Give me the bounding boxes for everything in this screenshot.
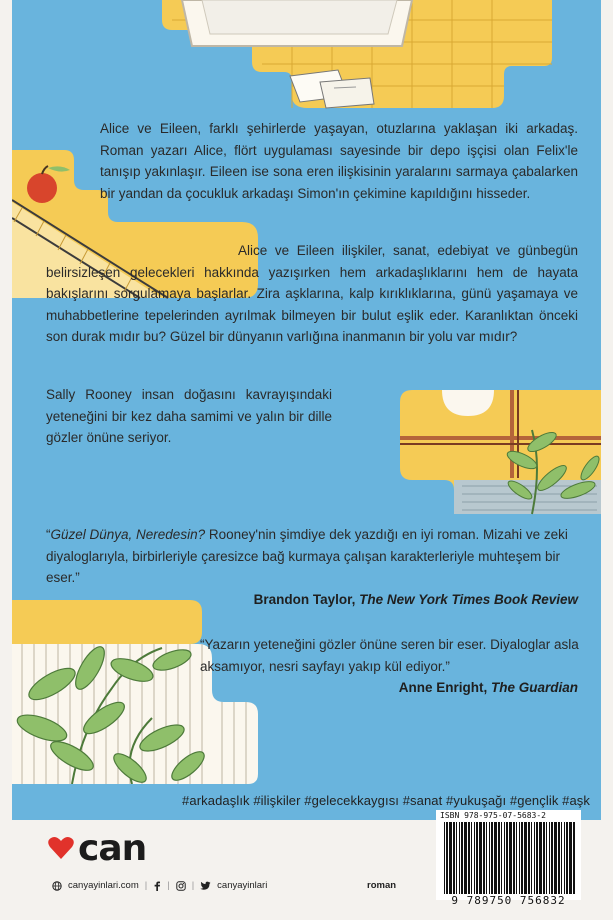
- barcode-bar: [494, 822, 497, 894]
- barcode-bar: [543, 822, 545, 894]
- barcode-bar: [509, 822, 512, 894]
- barcode-bar: [524, 822, 527, 894]
- barcode-bar: [554, 822, 557, 894]
- barcode-bar: [516, 822, 517, 894]
- genre-label: roman: [367, 880, 397, 891]
- barcode-bar: [558, 822, 560, 894]
- isbn-label: ISBN 978-975-07-5683-2: [440, 811, 546, 820]
- website-link[interactable]: canyayinlari.com: [68, 880, 139, 891]
- barcode-bar: [528, 822, 530, 894]
- facebook-icon[interactable]: [153, 881, 161, 891]
- instagram-icon[interactable]: [176, 881, 186, 891]
- barcode-bar: [564, 822, 565, 894]
- barcode-bar: [444, 822, 445, 894]
- window-plant-illustration: [382, 386, 601, 516]
- barcode-bar: [506, 822, 508, 894]
- back-cover: [12, 0, 601, 820]
- barcode-bar: [453, 822, 455, 894]
- barcode-bar: [471, 822, 472, 894]
- separator: |: [144, 880, 148, 891]
- barcode-bar: [464, 822, 467, 894]
- barcode-bar: [549, 822, 550, 894]
- heart-icon: [48, 836, 74, 860]
- barcode-bar: [546, 822, 547, 894]
- barcode-bar: [491, 822, 493, 894]
- barcode-bar: [519, 822, 520, 894]
- synopsis-paragraph-3: Sally Rooney insan doğasını kavrayışındaki yeteneğini bir kez daha samimi ve yalın bir dille gözler önüne seriyor.: [46, 387, 332, 446]
- barcode-bar: [486, 822, 487, 894]
- barcode-bar: [446, 822, 448, 894]
- barcode-bar: [521, 822, 523, 894]
- isbn-barcode: [436, 810, 581, 907]
- barcode-bar: [561, 822, 562, 894]
- barcode-bar: [449, 822, 452, 894]
- barcode-bar: [476, 822, 478, 894]
- barcode-bar: [534, 822, 535, 894]
- globe-icon: [52, 881, 62, 891]
- barcode-bar: [459, 822, 460, 894]
- social-handle[interactable]: canyayinlari: [217, 880, 268, 891]
- publisher-name: can: [78, 827, 147, 869]
- barcode-bar: [539, 822, 542, 894]
- barcode-bar: [461, 822, 463, 894]
- barcode-bar: [569, 822, 572, 894]
- publisher-contacts: [52, 880, 267, 891]
- review-quote-1: “Güzel Dünya, Neredesin? Rooney'nin şimdiye dek yazdığı en iyi roman. Mizahi ve zeki diyaloglarıyla, birbirleriyle çaresizce bağ kurmaya çalışan karakterleriyle muhteşem bir eser.”: [46, 527, 568, 586]
- barcode-bar: [531, 822, 532, 894]
- ean-digits: 9 789750 756832: [451, 894, 566, 907]
- twitter-icon[interactable]: [200, 881, 211, 891]
- barcode-bar: [483, 822, 485, 894]
- review-attribution-1: Brandon Taylor, The New York Times Book Review: [253, 592, 578, 607]
- review-quote-2: “Yazarın yeteneğini gözler önüne seren bir eser. Diyaloglar asla aksamıyor, nesri sayfayı yakıp kül ediyor.”: [200, 637, 579, 674]
- publisher-logo: [48, 828, 146, 868]
- barcode-bars: [444, 822, 576, 894]
- barcode-bar: [498, 822, 500, 894]
- synopsis-paragraph-1: Alice ve Eileen, farklı şehirlerde yaşayan, otuzlarına yaklaşan iki arkadaş. Roman yazarı Alice, flört uygulaması sayesinde bir depo işçisi olan Felix'le tanışıp yakınlaşır. Eileen ise sona eren ilişkisinin yaralarını sarmaya çabalarken bir yandan da çocukluk arkadaşı Simon'ın çekimine kapıldığını hisseder.: [100, 121, 578, 201]
- quoted-book-title: Güzel Dünya, Neredesin?: [50, 527, 206, 542]
- separator: |: [167, 880, 170, 891]
- top-illustration: [112, 0, 572, 112]
- barcode-bar: [501, 822, 502, 894]
- barcode-bar: [474, 822, 475, 894]
- barcode-bar: [551, 822, 553, 894]
- synopsis-paragraph-2: Alice ve Eileen ilişkiler, sanat, edebiyat ve günbegün belirsizleşen gelecekleri hakkında yazışırken hem arkadaşlıklarını hem de hayata bakışlarını sorgulamaya başlarlar. Zira aşklarına, kalp kırıklıklarına, günü yaşamaya ve muhabbetlerine tepelerinden ayrılmak bilmeyen bir bulut eşlik eder. Karanlıktan önceki son durak mıdır bu? Güzel bir dünyanın varlığına inanmanın bir yolu var mıdır?: [46, 243, 578, 345]
- separator: |: [191, 880, 195, 891]
- barcode-bar: [489, 822, 490, 894]
- barcode-bar: [504, 822, 505, 894]
- hashtags: #arkadaşlık #ilişkiler #gelecekkaygısı #sanat #yukuşağı #gençlik #aşk: [182, 793, 590, 808]
- barcode-bar: [456, 822, 457, 894]
- barcode-bar: [513, 822, 515, 894]
- barcode-bar: [468, 822, 470, 894]
- barcode-bar: [566, 822, 568, 894]
- barcode-bar: [479, 822, 482, 894]
- review-attribution-2: Anne Enright, The Guardian: [398, 680, 578, 695]
- barcode-bar: [573, 822, 575, 894]
- barcode-bar: [536, 822, 538, 894]
